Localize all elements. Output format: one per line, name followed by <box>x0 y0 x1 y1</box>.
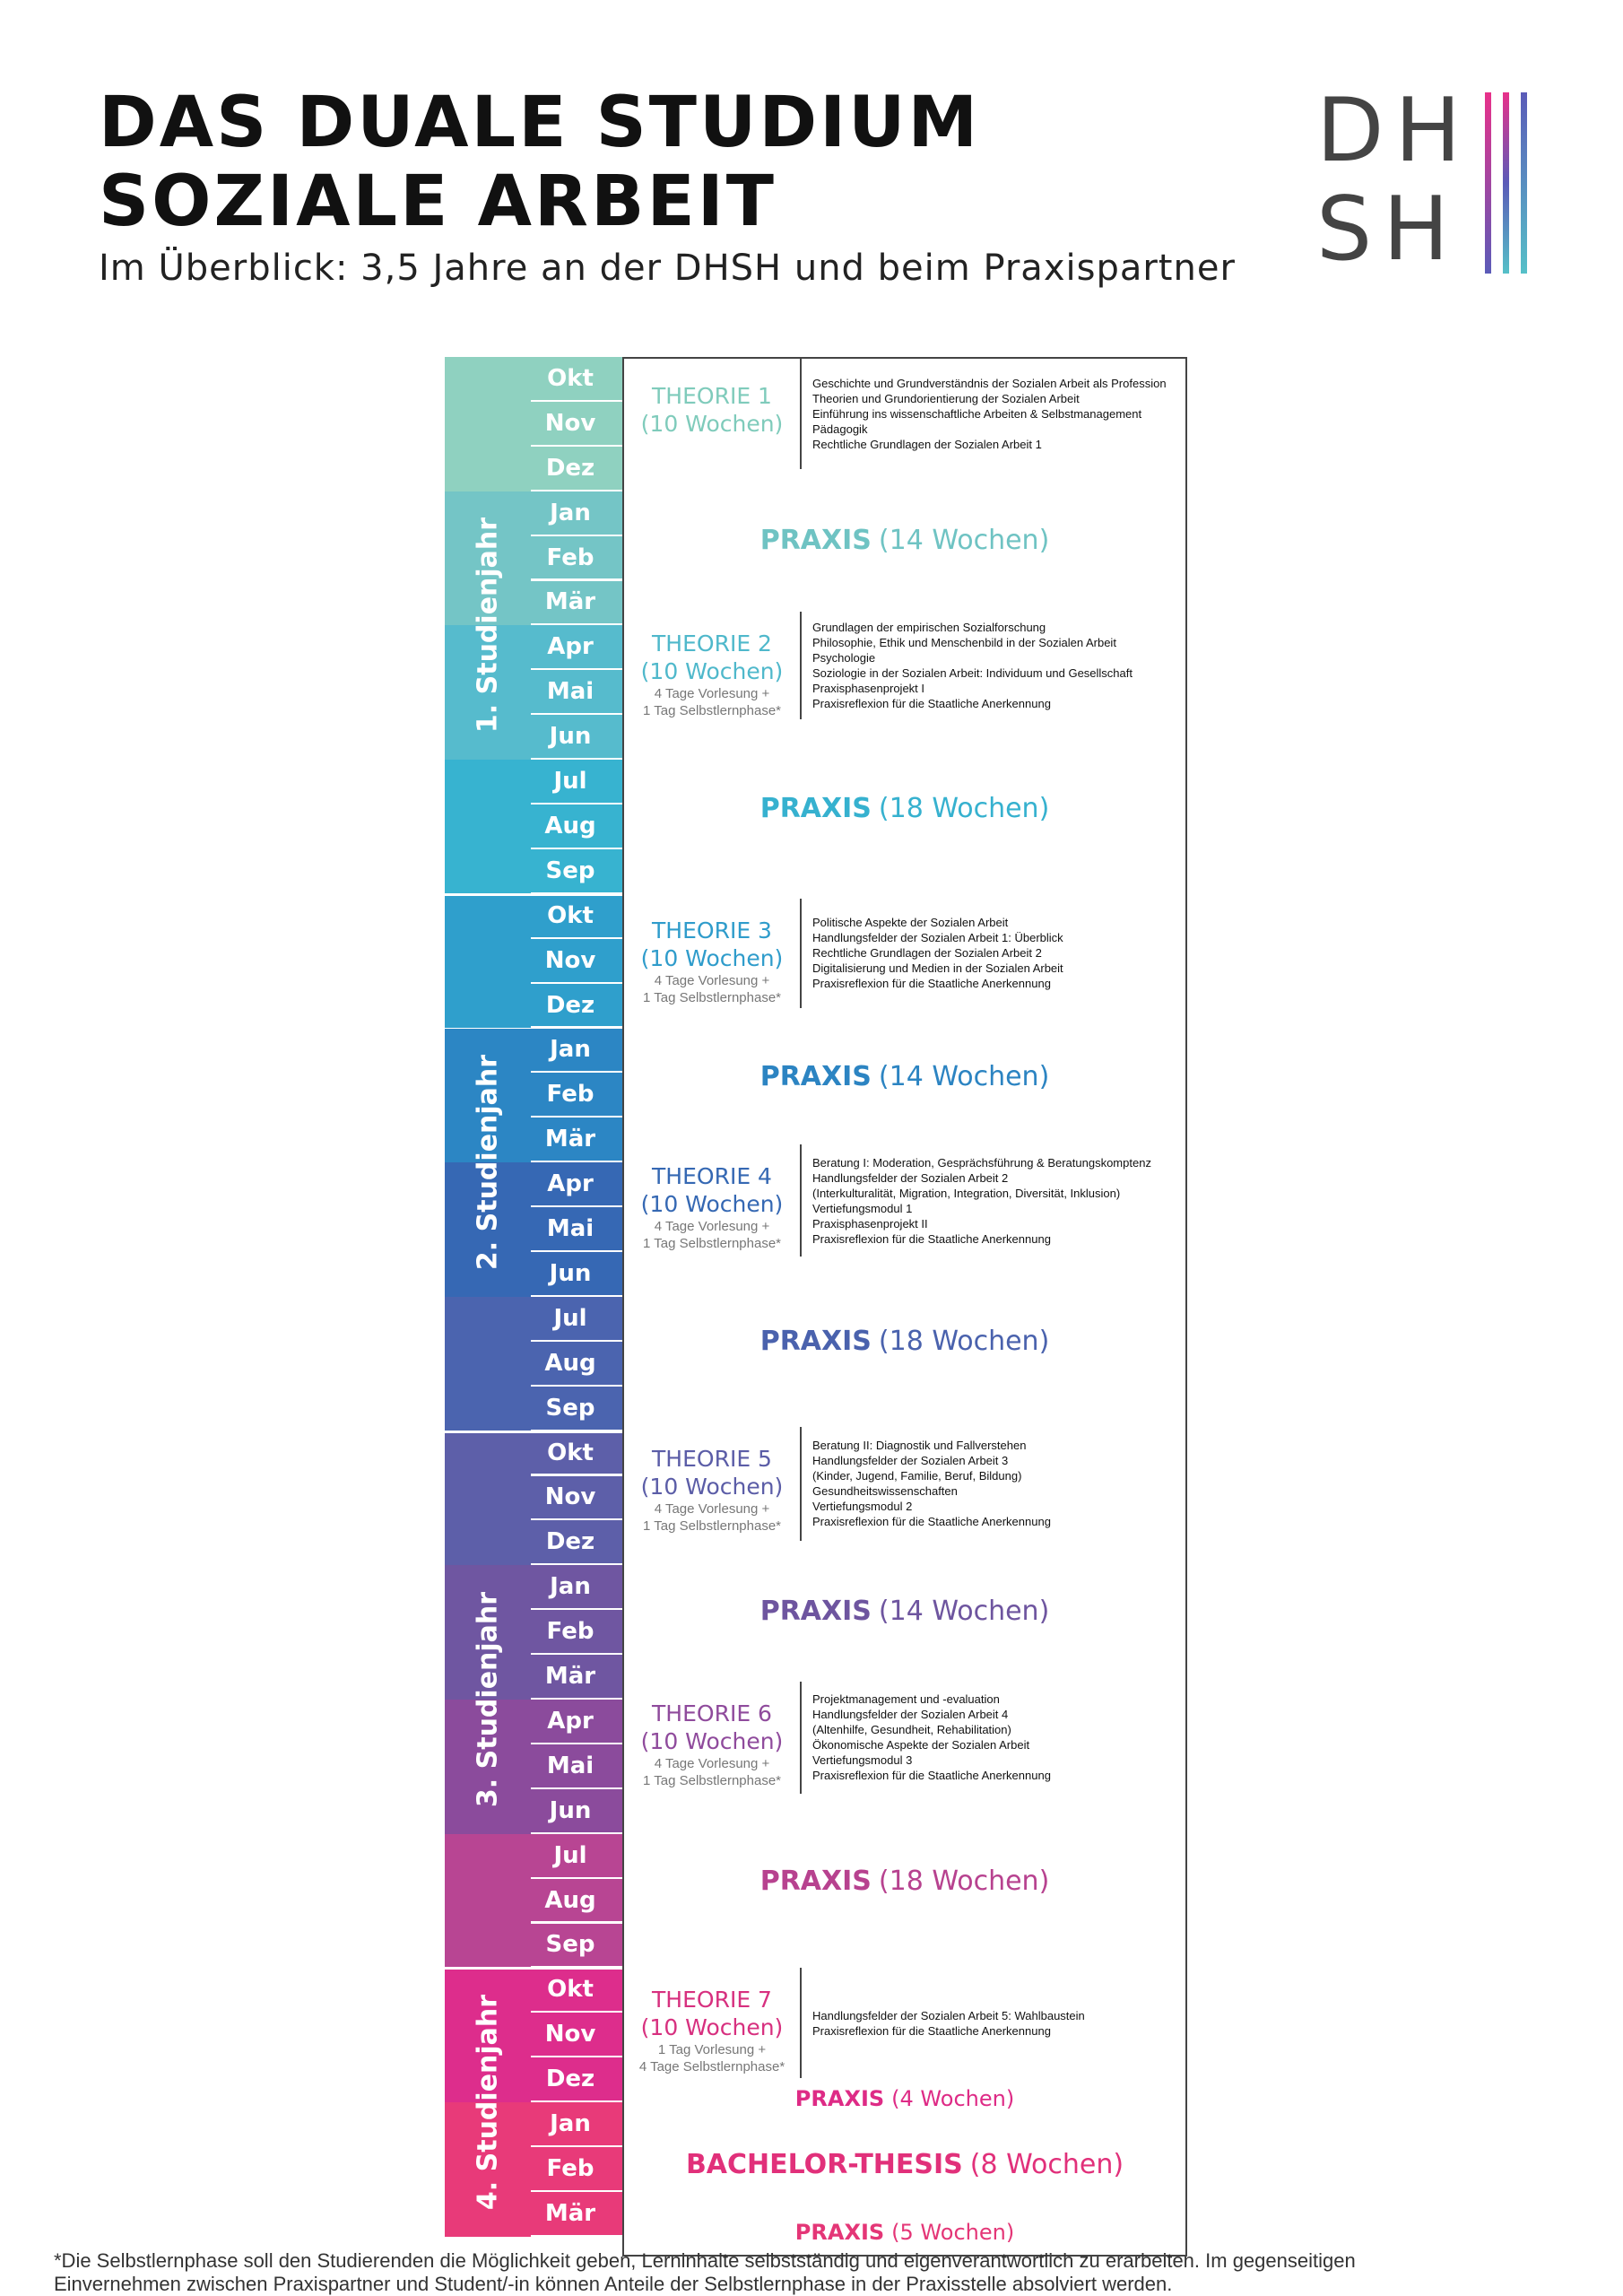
year-label-text: 4. Studienjahr <box>472 1994 504 2211</box>
theory-phase <box>624 1968 802 2077</box>
praxis-weeks: (18 Wochen) <box>878 793 1050 825</box>
month-label: Nov <box>544 409 596 437</box>
month-label: Mär <box>544 588 596 616</box>
praxis-weeks: (4 Wochen) <box>891 2086 1015 2112</box>
module-item: Praxisreflexion für die Staatliche Anerkennung <box>812 2023 1051 2038</box>
page-subtitle: Im Überblick: 3,5 Jahre an der DHSH und beim Praxispartner <box>99 248 1236 289</box>
praxis-label: PRAXIS <box>759 1865 872 1897</box>
module-item: Praxisphasenprojekt II <box>812 1216 928 1231</box>
month-label: Aug <box>544 1349 596 1377</box>
praxis-block <box>622 469 1187 614</box>
month-label: Aug <box>544 1886 596 1914</box>
month-cell <box>531 1789 622 1834</box>
month-cell <box>531 1029 622 1074</box>
module-list <box>812 899 1180 1008</box>
theory-block <box>622 899 1187 1010</box>
month-cell <box>531 491 622 536</box>
module-item: Gesundheitswissenschaften <box>812 1484 958 1499</box>
month-label: Jul <box>553 768 587 796</box>
month-cell <box>531 1744 622 1789</box>
theory-weeks: (10 Wochen) <box>640 944 784 971</box>
module-item: Vertiefungsmodul 2 <box>812 1500 913 1514</box>
module-list <box>812 359 1180 469</box>
theory-note: 1 Tag Selbstlernphase* <box>643 1773 781 1789</box>
month-label: Mai <box>546 1215 595 1243</box>
theory-phase <box>624 899 802 1008</box>
month-cell <box>531 1162 622 1207</box>
year-label <box>445 357 531 894</box>
year-label-text: 2. Studienjahr <box>472 1055 504 1271</box>
theory-weeks: (10 Wochen) <box>640 658 784 685</box>
month-label: Sep <box>545 1931 595 1959</box>
month-cell <box>531 2192 622 2237</box>
praxis-weeks: (14 Wochen) <box>878 525 1050 557</box>
module-item: (Altenhilfe, Gesundheit, Rehabilitation) <box>812 1723 1011 1737</box>
theory-note: 4 Tage Vorlesung + <box>654 1219 770 1235</box>
month-label: Nov <box>544 946 596 974</box>
month-label: Apr <box>547 1707 594 1735</box>
month-label: Jun <box>549 723 592 751</box>
year-separator <box>445 893 622 896</box>
praxis-label: PRAXIS <box>794 2086 885 2112</box>
module-list <box>812 1682 1180 1794</box>
month-label: Sep <box>545 1394 595 1422</box>
month-label: Jun <box>549 1796 592 1824</box>
month-cell <box>531 984 622 1029</box>
praxis-label: BACHELOR-THESIS <box>685 2149 963 2181</box>
year-label <box>445 894 531 1431</box>
month-label: Jan <box>550 499 591 526</box>
module-item: Praxisreflexion für die Staatliche Anerkennung <box>812 977 1051 991</box>
month-cell <box>531 447 622 491</box>
module-item: Ökonomische Aspekte der Sozialen Arbeit <box>812 1738 1030 1752</box>
theory-title: THEORIE 5 <box>652 1445 772 1472</box>
page-title-line-1: DAS DUALE STUDIUM <box>99 83 981 163</box>
theory-phase <box>624 1144 802 1257</box>
module-item: Handlungsfelder der Sozialen Arbeit 4 <box>812 1708 1009 1722</box>
module-item: (Interkulturalität, Migration, Integration, Diversität, Inklusion) <box>812 1186 1121 1200</box>
month-cell <box>531 2102 622 2147</box>
month-cell <box>531 894 622 939</box>
month-label: Dez <box>545 1528 595 1556</box>
module-item: Handlungsfelder der Sozialen Arbeit 2 <box>812 1170 1009 1185</box>
module-item: Einführung ins wissenschaftliche Arbeiten & Selbstmanagement <box>812 406 1142 421</box>
theory-note: 4 Tage Vorlesung + <box>654 972 770 988</box>
module-item: Praxisphasenprojekt I <box>812 682 925 696</box>
month-label: Jan <box>550 1036 591 1064</box>
module-list <box>812 1144 1180 1257</box>
module-item: Praxisreflexion für die Staatliche Anerkennung <box>812 1515 1051 1529</box>
theory-note: 1 Tag Selbstlernphase* <box>643 1236 781 1252</box>
praxis-weeks: (18 Wochen) <box>878 1326 1050 1358</box>
month-cell <box>531 670 622 715</box>
module-item: Projektmanagement und -evaluation <box>812 1692 1000 1707</box>
praxis-block <box>622 2078 1187 2122</box>
month-label: Mai <box>546 1752 595 1779</box>
month-label: Mai <box>546 678 595 706</box>
theory-note: 4 Tage Selbstlernphase* <box>638 2059 785 2075</box>
month-cell <box>531 760 622 804</box>
month-cell <box>531 357 622 402</box>
month-cell <box>531 1968 622 2013</box>
month-cell <box>531 804 622 849</box>
month-cell <box>531 1610 622 1655</box>
praxis-block <box>622 1794 1187 1970</box>
theory-phase <box>624 612 802 719</box>
theory-phase <box>624 1427 802 1541</box>
praxis-label: PRAXIS <box>759 1060 872 1092</box>
month-cell <box>531 849 622 894</box>
module-list <box>812 612 1180 719</box>
month-label: Feb <box>546 1081 595 1109</box>
logo-bar-violet <box>1503 92 1509 274</box>
module-item: Rechtliche Grundlagen der Sozialen Arbeit 2 <box>812 946 1042 961</box>
praxis-weeks: (5 Wochen) <box>891 2219 1015 2245</box>
month-label: Mär <box>544 2199 596 2227</box>
month-label: Feb <box>546 544 595 571</box>
praxis-label: PRAXIS <box>759 1595 872 1627</box>
year-separator <box>445 1967 622 1970</box>
month-label: Dez <box>545 454 595 482</box>
month-label: Apr <box>547 1170 594 1198</box>
theory-weeks: (10 Wochen) <box>640 411 784 437</box>
month-label: Okt <box>547 1976 594 2004</box>
month-cell <box>531 1520 622 1565</box>
theory-block <box>622 1427 1187 1543</box>
month-cell <box>531 1879 622 1924</box>
month-label: Jun <box>549 1259 592 1287</box>
month-cell <box>531 715 622 760</box>
module-item: Beratung II: Diagnostik und Fallverstehen <box>812 1439 1027 1453</box>
month-cell <box>531 1834 622 1879</box>
month-cell <box>531 2147 622 2192</box>
module-item: Politische Aspekte der Sozialen Arbeit <box>812 916 1009 930</box>
month-label: Apr <box>547 633 594 661</box>
theory-note: 4 Tage Vorlesung + <box>654 1756 770 1772</box>
module-item: Pädagogik <box>812 422 868 436</box>
praxis-block <box>622 719 1187 900</box>
month-label: Okt <box>547 364 594 392</box>
praxis-weeks: (8 Wochen) <box>969 2149 1124 2181</box>
theory-phase <box>624 1682 802 1794</box>
month-cell <box>531 1476 622 1521</box>
year-label-text: 1. Studienjahr <box>472 517 504 734</box>
praxis-label: PRAXIS <box>759 1326 872 1358</box>
module-item: Theorien und Grundorientierung der Sozialen Arbeit <box>812 391 1080 405</box>
month-cell <box>531 1655 622 1700</box>
theory-note: 1 Tag Selbstlernphase* <box>643 703 781 719</box>
praxis-label: PRAXIS <box>794 2219 885 2245</box>
month-label: Mär <box>544 1663 596 1691</box>
month-cell <box>531 1297 622 1342</box>
theory-phase <box>624 359 802 469</box>
praxis-weeks: (14 Wochen) <box>878 1595 1050 1627</box>
praxis-block <box>622 2120 1187 2212</box>
theory-note: 1 Tag Selbstlernphase* <box>643 1518 781 1534</box>
theory-title: THEORIE 2 <box>652 631 772 657</box>
month-label: Mär <box>544 1126 596 1153</box>
theory-title: THEORIE 7 <box>652 1987 772 2013</box>
month-label: Sep <box>545 857 595 884</box>
praxis-block <box>622 1008 1187 1146</box>
module-item: Praxisreflexion für die Staatliche Anerkennung <box>812 1231 1051 1246</box>
month-cell <box>531 2057 622 2102</box>
month-cell <box>531 1431 622 1476</box>
month-label: Jan <box>550 2110 591 2138</box>
praxis-block <box>622 1257 1187 1429</box>
month-cell <box>531 402 622 447</box>
module-item: Psychologie <box>812 651 876 665</box>
month-cell <box>531 1924 622 1969</box>
theory-block <box>622 357 1187 471</box>
month-cell <box>531 625 622 670</box>
module-item: Geschichte und Grundverständnis der Sozialen Arbeit als Profession <box>812 376 1167 390</box>
module-list <box>812 1968 1180 2077</box>
logo-bar-pink <box>1485 92 1491 274</box>
module-item: Handlungsfelder der Sozialen Arbeit 1: Überblick <box>812 931 1063 945</box>
theory-note: 4 Tage Vorlesung + <box>654 1500 770 1517</box>
month-label: Jul <box>553 1841 587 1869</box>
module-item: Praxisreflexion für die Staatliche Anerkennung <box>812 697 1051 711</box>
month-cell <box>531 1387 622 1431</box>
month-cell <box>531 1342 622 1387</box>
module-item: Rechtliche Grundlagen der Sozialen Arbeit 1 <box>812 437 1042 451</box>
theory-weeks: (10 Wochen) <box>640 2014 784 2041</box>
month-label: Feb <box>546 2154 595 2182</box>
logo-bar-teal <box>1521 92 1527 274</box>
month-cell <box>531 1700 622 1744</box>
theory-title: THEORIE 6 <box>652 1700 772 1727</box>
praxis-label: PRAXIS <box>759 793 872 825</box>
theory-weeks: (10 Wochen) <box>640 1473 784 1500</box>
month-label: Dez <box>545 2066 595 2093</box>
month-label: Jul <box>553 1304 587 1332</box>
month-label: Aug <box>544 812 596 839</box>
month-cell <box>531 1565 622 1610</box>
logo-text-dh: DH <box>1316 80 1472 182</box>
theory-weeks: (10 Wochen) <box>640 1728 784 1755</box>
module-list <box>812 1427 1180 1541</box>
month-label: Nov <box>544 1483 596 1511</box>
praxis-weeks: (18 Wochen) <box>878 1865 1050 1897</box>
theory-block <box>622 1144 1187 1258</box>
month-cell <box>531 1118 622 1162</box>
year-separator <box>445 1431 622 1433</box>
month-cell <box>531 939 622 984</box>
praxis-block <box>622 1541 1187 1683</box>
month-label: Feb <box>546 1618 595 1646</box>
footnote <box>54 2249 1614 2296</box>
module-item: Philosophie, Ethik und Menschenbild in der Sozialen Arbeit <box>812 636 1116 650</box>
footnote-line-2: Einvernehmen zwischen Praxispartner und Student/-in können Anteile der Selbstlernphase in der Praxisstelle absolviert werden. <box>54 2273 1173 2295</box>
praxis-label: PRAXIS <box>759 525 872 557</box>
month-label: Nov <box>544 2021 596 2048</box>
month-cell <box>531 2013 622 2057</box>
page-title-line-2: SOZIALE ARBEIT <box>99 161 777 242</box>
module-item: Vertiefungsmodul 1 <box>812 1201 913 1215</box>
theory-title: THEORIE 1 <box>652 383 772 409</box>
praxis-weeks: (14 Wochen) <box>878 1060 1050 1092</box>
footnote-line-1: *Die Selbstlernphase soll den Studierenden die Möglichkeit geben, Lerninhalte selbstständig und eigenverantwortlich zu erarbeiten. Im gegenseitigen <box>54 2249 1356 2272</box>
theory-weeks: (10 Wochen) <box>640 1191 784 1218</box>
month-cell <box>531 1073 622 1118</box>
theory-title: THEORIE 3 <box>652 917 772 944</box>
module-item: Vertiefungsmodul 3 <box>812 1753 913 1768</box>
theory-note: 4 Tage Vorlesung + <box>654 686 770 702</box>
module-item: Digitalisierung und Medien in der Sozialen Arbeit <box>812 961 1063 976</box>
module-item: Handlungsfelder der Sozialen Arbeit 3 <box>812 1454 1009 1468</box>
year-label <box>445 1968 531 2236</box>
month-cell <box>531 536 622 581</box>
month-label: Okt <box>547 901 594 929</box>
logo-text-sh: SH <box>1316 178 1460 281</box>
month-cell <box>531 581 622 626</box>
month-label: Dez <box>545 991 595 1019</box>
theory-title: THEORIE 4 <box>652 1163 772 1190</box>
theory-note: 1 Tag Vorlesung + <box>657 2042 767 2058</box>
year-label <box>445 1431 531 1969</box>
module-item: Soziologie in der Sozialen Arbeit: Individuum und Gesellschaft <box>812 666 1133 681</box>
theory-block <box>622 1682 1187 1796</box>
month-cell <box>531 1252 622 1297</box>
module-item: Grundlagen der empirischen Sozialforschung <box>812 621 1046 635</box>
month-label: Jan <box>550 1573 591 1601</box>
dhsh-logo <box>1316 80 1541 283</box>
theory-block <box>622 1968 1187 2079</box>
module-item: (Kinder, Jugend, Familie, Beruf, Bildung) <box>812 1469 1022 1483</box>
theory-note: 1 Tag Selbstlernphase* <box>643 989 781 1005</box>
module-item: Handlungsfelder der Sozialen Arbeit 5: Wahlbaustein <box>812 2008 1085 2022</box>
module-item: Praxisreflexion für die Staatliche Anerkennung <box>812 1769 1051 1783</box>
module-item: Beratung I: Moderation, Gesprächsführung & Beratungskomptenz <box>812 1155 1151 1170</box>
month-cell <box>531 1207 622 1252</box>
month-label: Okt <box>547 1439 594 1466</box>
year-label-text: 3. Studienjahr <box>472 1591 504 1808</box>
theory-block <box>622 612 1187 721</box>
